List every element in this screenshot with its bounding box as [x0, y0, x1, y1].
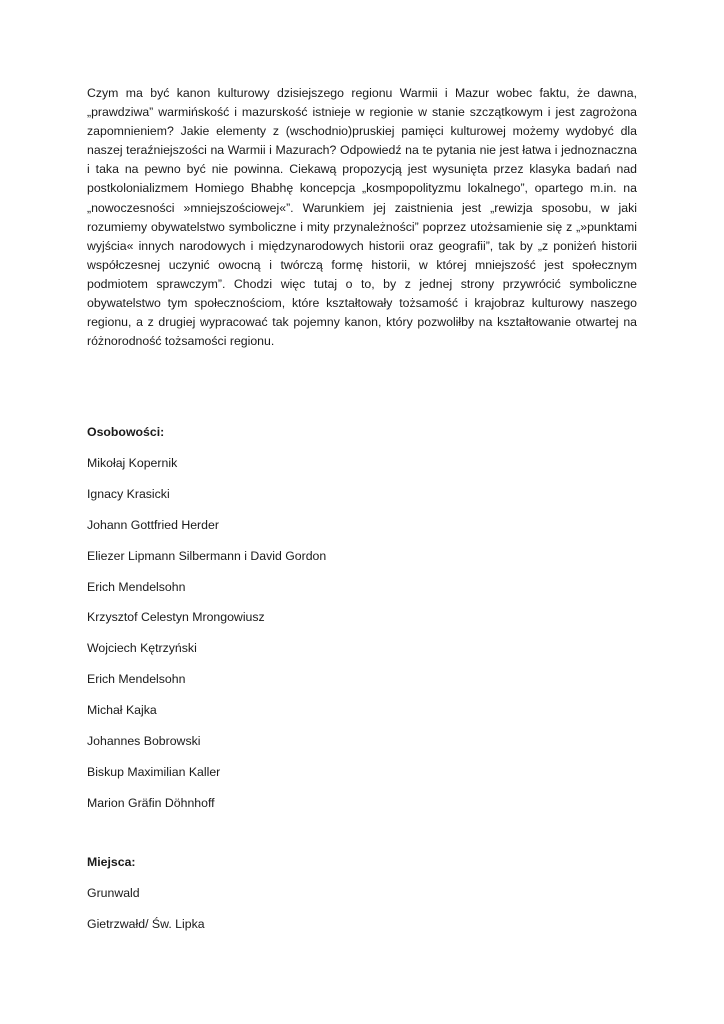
persons-heading: Osobowości: [87, 425, 165, 439]
person-item: Erich Mendelsohn [87, 579, 186, 594]
person-item: Krzysztof Celestyn Mrongowiusz [87, 610, 265, 625]
person-item: Michał Kajka [87, 703, 157, 718]
place-item: Gietrzwałd/ Św. Lipka [87, 916, 205, 931]
person-item: Biskup Maximilian Kaller [87, 764, 221, 779]
person-item: Erich Mendelsohn [87, 672, 186, 687]
persons-list [87, 454, 326, 825]
place-item: Grunwald [87, 886, 140, 900]
person-item: Johannes Bobrowski [87, 734, 201, 749]
person-item: Ignacy Krasicki [87, 486, 170, 501]
places-list [87, 884, 205, 946]
places-heading: Miejsca: [87, 855, 136, 869]
person-item: Wojciech Kętrzyński [87, 641, 197, 656]
person-item: Mikołaj Kopernik [87, 456, 178, 470]
person-item: Marion Gräfin Döhnhoff [87, 795, 215, 810]
person-item: Eliezer Lipmann Silbermann i David Gordon [87, 548, 327, 563]
intro-paragraph: Czym ma być kanon kulturowy dzisiejszego regionu Warmii i Mazur wobec faktu, że dawna, „prawdziwa” warmińskość i mazurskość istnieje w regionie w stanie szczątkowym i jest zagrożona zapomnieniem? Jakie elementy z (wschodnio)pruskiej pamięci kulturowej możemy wydobyć dla naszej teraźniejszości na Warmii i Mazurach? Odpowiedź na te pytania nie jest łatwa i jednoznaczna i taka na pewno być nie powinna. Ciekawą propozycją jest wysunięta przez klasyka badań nad postkolonializmem Homiego Bhabhę koncepcja „kosmpopolityzmu lokalnego”, opartego m.in. na „nowoczesności »mniejszościowej«”. Warunkiem jej zaistnienia jest „rewizja sposobu, w jaki rozumiemy obywatelstwo symboliczne i mity przynależności” poprzez utożsamienie się z „»punktami wyjścia« innych narodowych i międzynarodowych historii oraz geografii”, tak by „z poniżeń historii współczesnej uczynić owocną i twórczą formę historii, w której mniejszość jest społecznym podmiotem sprawczym”. Chodzi więc tutaj o to, by z jednej strony przywrócić symboliczne obywatelstwo tym społecznościom, które kształtowały tożsamość i krajobraz kulturowy naszego regionu, a z drugiej wypracować tak pojemny kanon, który pozwoliłby na kształtowanie otwartej na różnorodność tożsamości regionu. [87, 86, 637, 349]
person-item: Johann Gottfried Herder [87, 517, 219, 532]
